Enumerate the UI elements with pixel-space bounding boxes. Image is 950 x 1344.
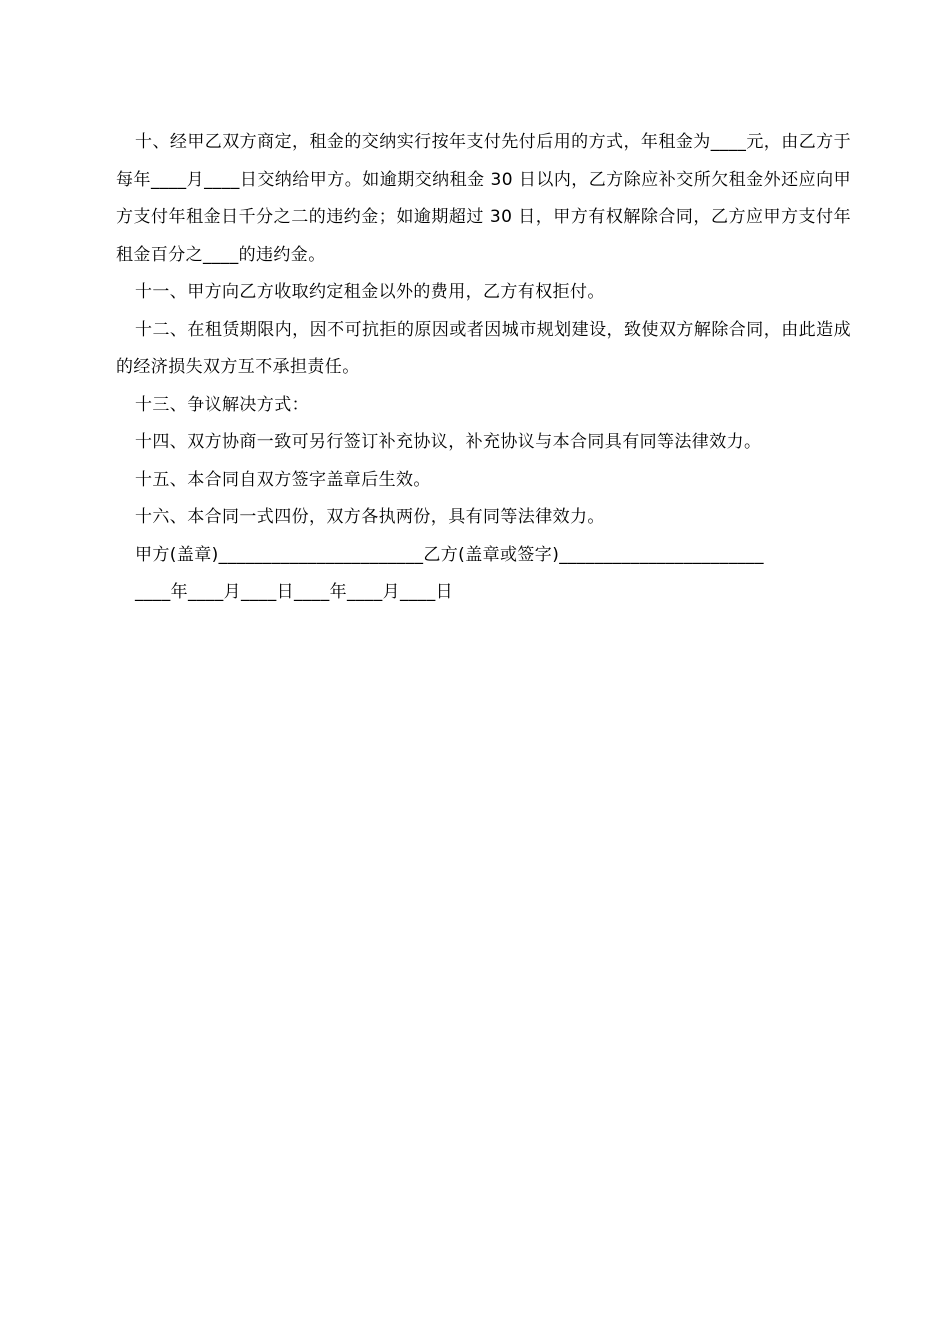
clause-13: 十三、争议解决方式： (135, 394, 309, 415)
signature-line: 甲方(盖章)_______________________乙方(盖章或签字)_______________________ (135, 544, 764, 565)
contract-body (116, 124, 851, 612)
clause-12: 十二、在租赁期限内，因不可抗拒的原因或者因城市规划建设，致使双方解除合同，由此造成的经济损失双方互不承担责任。 (116, 319, 851, 377)
clause-16: 十六、本合同一式四份，双方各执两份，具有同等法律效力。 (135, 507, 605, 527)
clause-14: 十四、双方协商一致可另行签订补充协议，补充协议与本合同具有同等法律效力。 (135, 432, 762, 452)
clause-10: 十、经甲乙双方商定，租金的交纳实行按年支付先付后用的方式，年租金为____元，由乙方于每年____月____日交纳给甲方。如逾期交纳租金 30 日以内，乙方除应补交所欠租金外还应向甲方支付年租金日千分之二的违约金；如逾期超过 30 日，甲方有权解除合同，乙方应甲方支付年租金百分之____的违约金。 (116, 132, 851, 265)
date-line: ____年____月____日____年____月____日 (135, 582, 453, 602)
clause-15: 十五、本合同自双方签字盖章后生效。 (135, 469, 431, 490)
clause-11: 十一、甲方向乙方收取约定租金以外的费用，乙方有权拒付。 (135, 282, 605, 302)
